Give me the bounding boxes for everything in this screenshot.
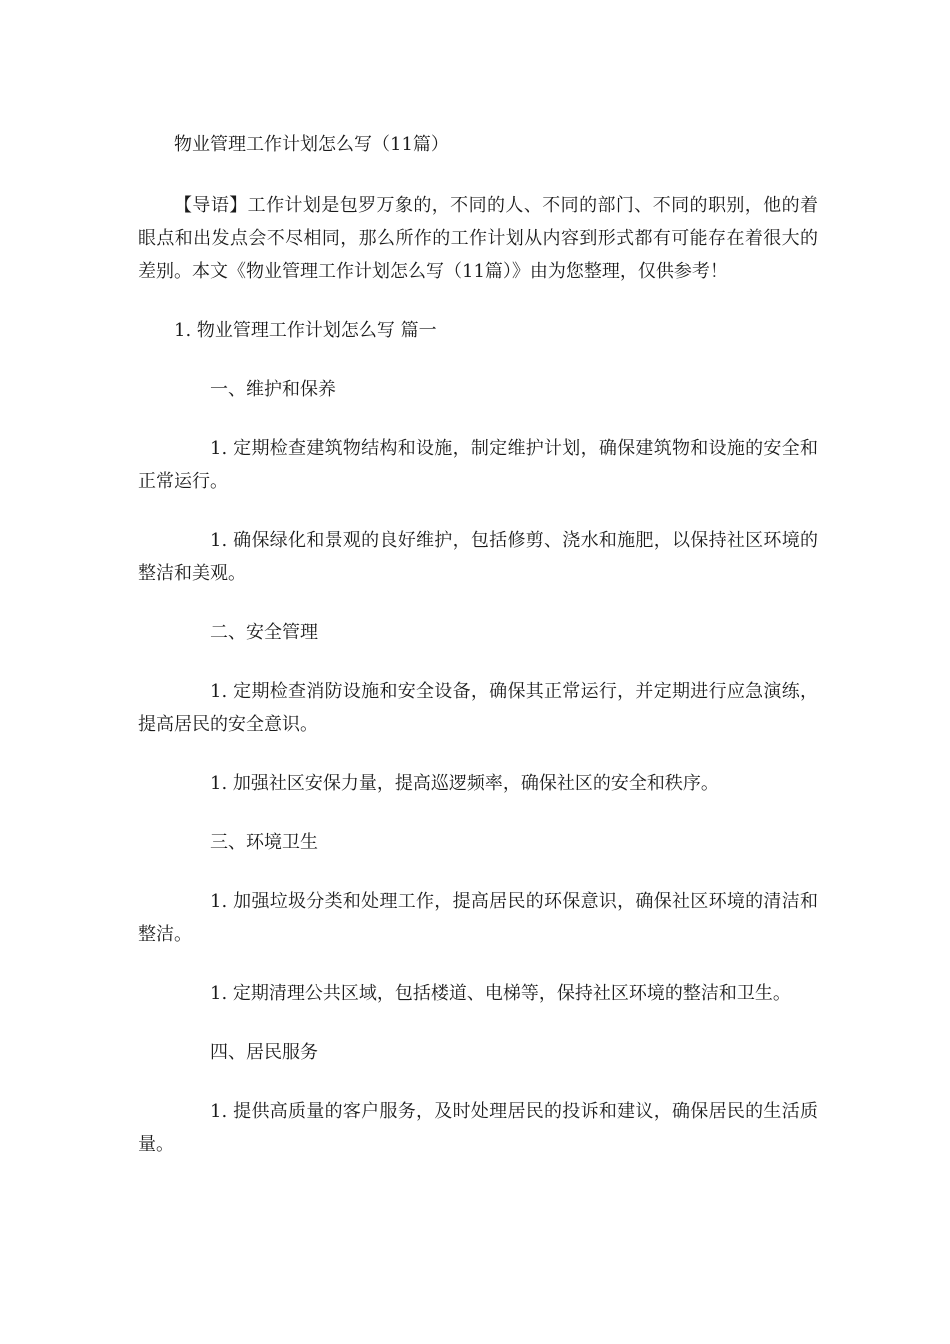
list-item: 1. 提供高质量的客户服务，及时处理居民的投诉和建议，确保居民的生活质量。 [138,1101,818,1155]
intro-body: 工作计划是包罗万象的，不同的人、不同的部门、不同的职别，他的着眼点和出发点会不尽相同，那么所作的工作计划从内容到形式都有可能存在着很大的差别。本文《物业管理工作计划怎么写（11篇）》由为您整理，仅供参考！ [138,195,819,282]
section-title: 1. 物业管理工作计划怎么写 篇一 [174,320,437,341]
subsection-heading: 二、安全管理 [210,622,318,643]
list-item: 1. 加强垃圾分类和处理工作，提高居民的环保意识，确保社区环境的清洁和整洁。 [138,891,818,945]
document-title: 物业管理工作计划怎么写（11篇） [174,134,449,155]
list-item: 1. 定期检查建筑物结构和设施，制定维护计划，确保建筑物和设施的安全和正常运行。 [138,438,818,492]
list-item: 1. 确保绿化和景观的良好维护，包括修剪、浇水和施肥，以保持社区环境的整洁和美观。 [138,530,818,584]
intro-paragraph [138,189,818,288]
list-item: 1. 定期清理公共区域，包括楼道、电梯等，保持社区环境的整洁和卫生。 [210,983,791,1004]
subsection-heading: 四、居民服务 [210,1042,318,1063]
subsection-heading: 一、维护和保养 [210,379,336,400]
intro-lead: 【导语】 [174,195,248,216]
list-item: 1. 加强社区安保力量，提高巡逻频率，确保社区的安全和秩序。 [210,773,719,794]
subsection-heading: 三、环境卫生 [210,832,318,853]
list-item: 1. 定期检查消防设施和安全设备，确保其正常运行，并定期进行应急演练，提高居民的安全意识。 [138,681,818,735]
document-body [138,128,818,1187]
